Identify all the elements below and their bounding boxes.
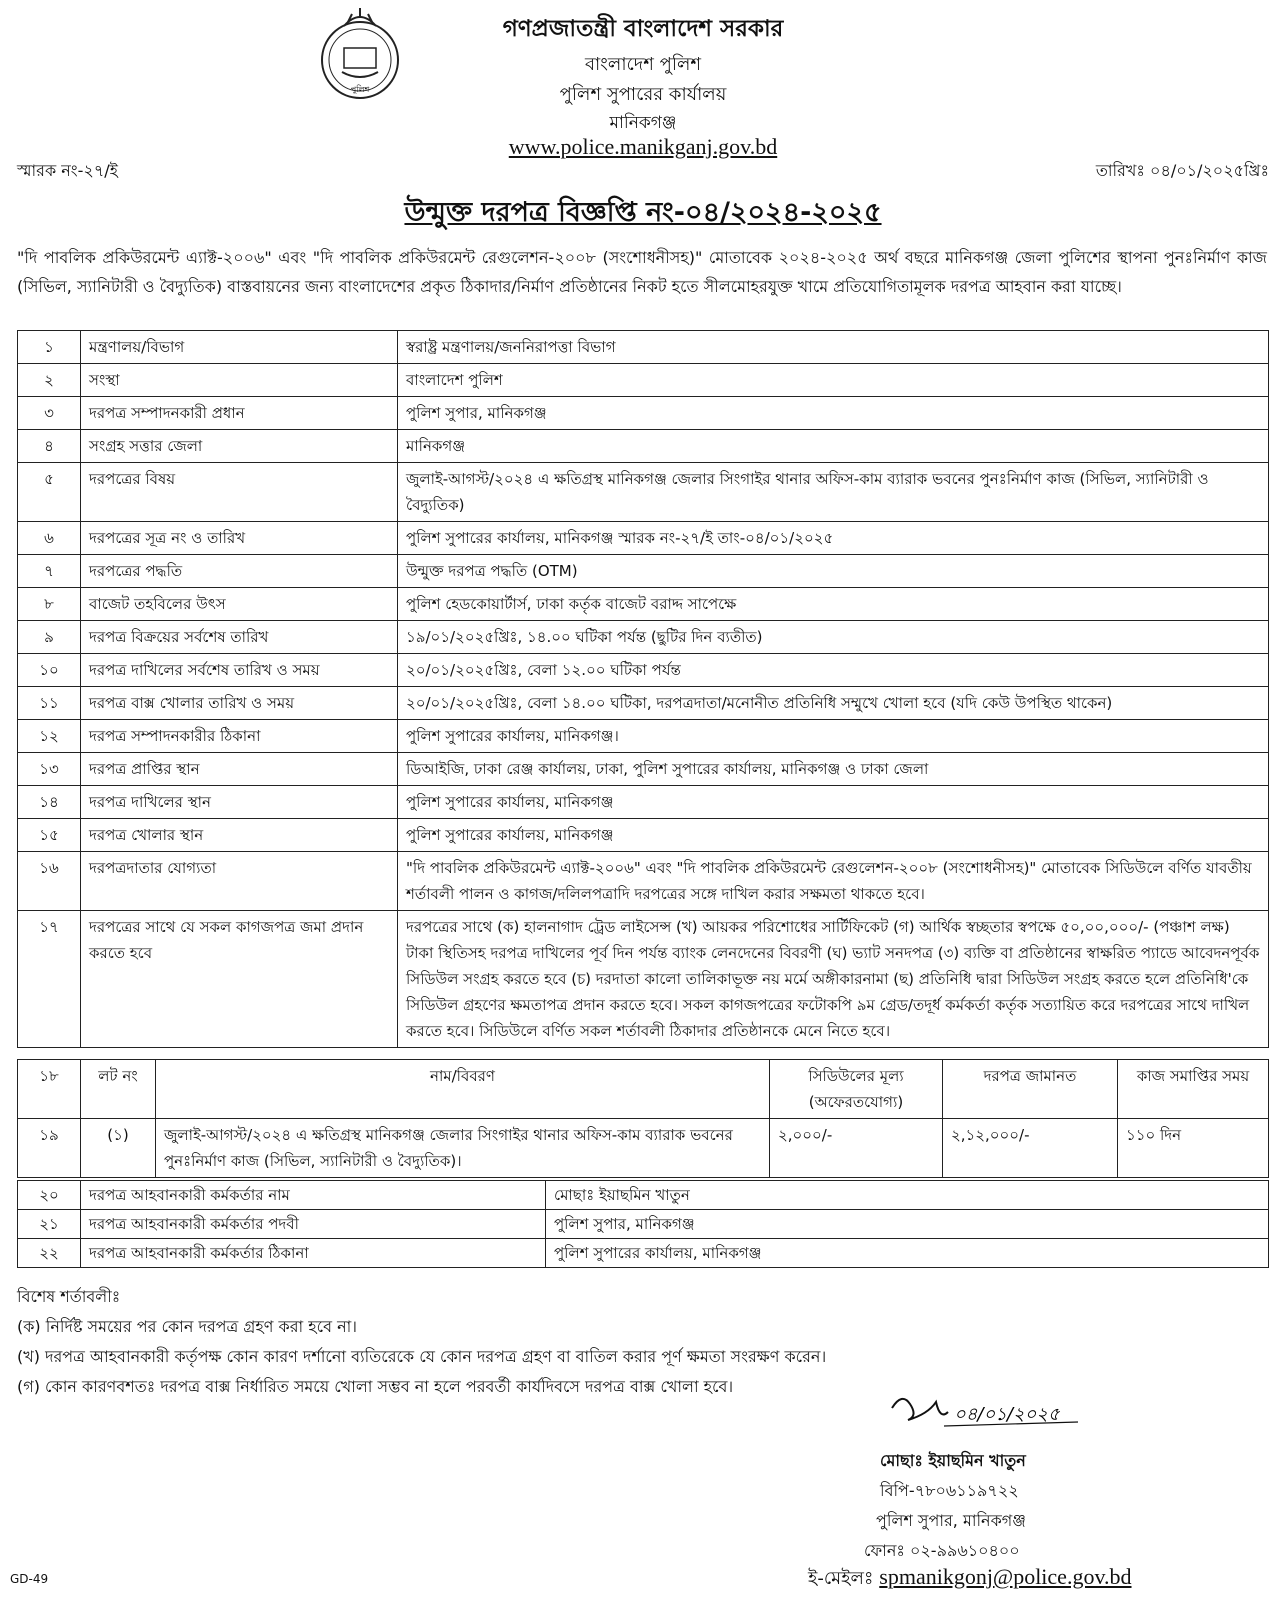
svg-text:পুলিশ: পুলিশ xyxy=(350,85,370,94)
table-row xyxy=(18,786,1269,819)
row-label: বাজেট তহবিলের উৎস xyxy=(81,588,398,621)
table-row xyxy=(18,397,1269,430)
row-label: দরপত্র বাক্স খোলার তারিখ ও সময় xyxy=(81,687,398,720)
row-value: পুলিশ সুপারের কার্যালয়, মানিকগঞ্জ। xyxy=(398,720,1269,753)
row-label: সংগ্রহ সত্তার জেলা xyxy=(81,430,398,463)
row-label: মন্ত্রণালয়/বিভাগ xyxy=(81,331,398,364)
row-value: মানিকগঞ্জ xyxy=(398,430,1269,463)
row-label: দরপত্র সম্পাদনকারী প্রধান xyxy=(81,397,398,430)
row-number: ১৩ xyxy=(18,753,81,786)
special-item: (গ) কোন কারণবশতঃ দরপত্র বাক্স নির্ধারিত সময়ে খোলা সম্ভব না হলে পরবর্তী কার্যদিবসে দরপত্র বাক্স খোলা হবে। xyxy=(17,1377,734,1396)
row-number: ২২ xyxy=(18,1239,81,1268)
table-row xyxy=(18,1210,1269,1239)
intro-paragraph: "দি পাবলিক প্রকিউরমেন্ট এ্যাক্ট-২০০৬" এবং "দি পাবলিক প্রকিউরমেন্ট রেগুলেশন-২০০৮ (সংশোধনীসহ)" মোতাবেক ২০২৪-২০২৫ অর্থ বছরে মানিকগঞ্জ জেলা পুলিশের স্থাপনা পুনঃনির্মাণ কাজ (সিভিল, স্যানিটারী ও বৈদ্যুতিক) বাস্তবায়নের জন্য বাংলাদেশের প্রকৃত ঠিকাদার/নির্মাণ প্রতিষ্ঠানের নিকট হতে সীলমোহরযুক্ত খামে প্রতিযোগিতামূলক দরপত্র আহবান করা যাচ্ছে। xyxy=(17,248,1268,296)
table-row xyxy=(18,364,1269,397)
lot-security: ২,১২,০০০/- xyxy=(943,1119,1118,1178)
row-label: দরপত্রের পদ্ধতি xyxy=(81,555,398,588)
lot-header-no: ১৮ xyxy=(18,1060,81,1119)
row-number: ১০ xyxy=(18,654,81,687)
table-row xyxy=(18,1239,1269,1268)
row-value: স্বরাষ্ট্র মন্ত্রণালয়/জননিরাপত্তা বিভাগ xyxy=(398,331,1269,364)
row-label: দরপত্র প্রাপ্তির স্থান xyxy=(81,753,398,786)
table-row xyxy=(18,819,1269,852)
row-number: ২১ xyxy=(18,1210,81,1239)
table-row xyxy=(18,852,1269,911)
notice-date: তারিখঃ ০৪/০১/২০২৫খ্রিঃ xyxy=(1095,161,1269,180)
row-value: ডিআইজি, ঢাকা রেঞ্জ কার্যালয়, ঢাকা, পুলিশ সুপারের কার্যালয়, মানিকগঞ্জ ও ঢাকা জেলা xyxy=(398,753,1269,786)
district-title: মানিকগঞ্জ xyxy=(609,113,677,133)
row-number: ২ xyxy=(18,364,81,397)
table-row xyxy=(18,1181,1269,1210)
lot-row xyxy=(18,1119,1269,1178)
table-row xyxy=(18,555,1269,588)
row-value: উন্মুক্ত দরপত্র পদ্ধতি (OTM) xyxy=(398,555,1269,588)
signer-email: ই-মেইলঃ spmanikgonj@police.gov.bd xyxy=(808,1564,1132,1589)
lot-header-row xyxy=(18,1060,1269,1119)
row-number: ১১ xyxy=(18,687,81,720)
special-conditions xyxy=(17,1282,826,1402)
office-title: পুলিশ সুপারের কার্যালয় xyxy=(559,84,727,105)
row-value: পুলিশ সুপারের কার্যালয়, মানিকগঞ্জ xyxy=(398,786,1269,819)
table-row xyxy=(18,588,1269,621)
row-number: ১৪ xyxy=(18,786,81,819)
row-value: পুলিশ হেডকোয়ার্টার্স, ঢাকা কর্তৃক বাজেট বরাদ্দ সাপেক্ষে xyxy=(398,588,1269,621)
row-number: ৭ xyxy=(18,555,81,588)
row-label: দরপত্র দাখিলের সর্বশেষ তারিখ ও সময় xyxy=(81,654,398,687)
row-label: দরপত্রের সূত্র নং ও তারিখ xyxy=(81,522,398,555)
row-value: দরপত্রের সাথে (ক) হালনাগাদ ট্রেড লাইসেন্স (খ) আয়কর পরিশোধের সার্টিফিকেট (গ) আর্থিক স্বচ্ছতার স্বপক্ষে ৫০,০০,০০০/- (পঞ্চাশ লক্ষ) টাকা স্থিতিসহ দরপত্র দাখিলের পূর্ব দিন পর্যন্ত ব্যাংক লেনদেনের বিবরণী (ঘ) ভ্যাট সনদপত্র (৩) ব্যক্তি বা প্রতিষ্ঠানের স্বাক্ষরিত প্যাডে আবেদনপূর্বক সিডিউল সংগ্রহ করতে হবে (চ) দরদাতা কালো তালিকাভূক্ত নয় মর্মে অঙ্গীকারনামা (ছ) প্রতিনিধি দ্বারা সিডিউল সংগ্রহ করতে হলে প্রতিনিধি'কে সিডিউল গ্রহণের ক্ষমতাপত্র প্রদান করতে হবে। সকল কাগজপত্রের ফটোকপি ৯ম গ্রেড/তদূর্ধ কর্মকর্তা কর্তৃক সত্যায়িত করে দরপত্রের সাথে দাখিল করতে হবে। সিডিউলে বর্ণিত সকল শর্তাবলী ঠিকাদার প্রতিষ্ঠানকে মেনে নিতে হবে। xyxy=(398,911,1269,1048)
row-number: ৩ xyxy=(18,397,81,430)
row-number: ১৬ xyxy=(18,852,81,911)
email-link[interactable]: spmanikgonj@police.gov.bd xyxy=(879,1564,1132,1589)
row-value: জুলাই-আগস্ট/২০২৪ এ ক্ষতিগ্রস্থ মানিকগঞ্জ জেলার সিংগাইর থানার অফিস-কাম ব্যারাক ভবনের পুনঃনির্মাণ কাজ (সিভিল, স্যানিটারী ও বৈদ্যুতিক) xyxy=(398,463,1269,522)
row-label: দরপত্র আহবানকারী কর্মকর্তার পদবী xyxy=(81,1210,546,1239)
row-value: মোছাঃ ইয়াছমিন খাতুন xyxy=(546,1181,1269,1210)
signer-name: মোছাঃ ইয়াছমিন খাতুন xyxy=(880,1451,1026,1470)
signer-phone: ফোনঃ ০২-৯৯৬১০৪০০ xyxy=(864,1541,1020,1560)
lot-completion-time: ১১০ দিন xyxy=(1118,1119,1269,1178)
row-label: দরপত্র সম্পাদনকারীর ঠিকানা xyxy=(81,720,398,753)
footer-code: GD-49 xyxy=(10,1572,49,1586)
row-label: দরপত্র খোলার স্থান xyxy=(81,819,398,852)
officer-table xyxy=(17,1180,1269,1268)
table-row xyxy=(18,331,1269,364)
website-text: www.police.manikganj.gov.bd xyxy=(508,134,778,159)
lot-table xyxy=(17,1059,1269,1178)
lot-header-lot: লট নং xyxy=(81,1060,156,1119)
row-value: "দি পাবলিক প্রকিউরমেন্ট এ্যাক্ট-২০০৬" এবং "দি পাবলিক প্রকিউরমেন্ট রেগুলেশন-২০০৮ (সংশোধনীসহ)" মোতাবেক সিডিউলে বর্ণিত যাবতীয় শর্তাবলী পালন ও কাগজ/দলিলপত্রাদি দরপত্রের সঙ্গে দাখিল করার সক্ষমতা থাকতে হবে। xyxy=(398,852,1269,911)
row-label: দরপত্র আহবানকারী কর্মকর্তার ঠিকানা xyxy=(81,1239,546,1268)
signature-mark xyxy=(888,1390,1118,1440)
table-row xyxy=(18,720,1269,753)
row-number: ১ xyxy=(18,331,81,364)
special-item: (ক) নির্দিষ্ট সময়ের পর কোন দরপত্র গ্রহণ করা হবে না। xyxy=(17,1317,357,1336)
table-row xyxy=(18,911,1269,1048)
row-number: ১৭ xyxy=(18,911,81,1048)
lot-row-no: ১৯ xyxy=(18,1119,81,1178)
lot-description: জুলাই-আগস্ট/২০২৪ এ ক্ষতিগ্রস্থ মানিকগঞ্জ জেলার সিংগাইর থানার অফিস-কাম ব্যারাক ভবনের পুনঃনির্মাণ কাজ (সিভিল, স্যানিটারী ও বৈদ্যুতিক)। xyxy=(156,1119,770,1178)
row-label: দরপত্রের বিষয় xyxy=(81,463,398,522)
row-value: পুলিশ সুপারের কার্যালয়, মানিকগঞ্জ xyxy=(398,819,1269,852)
row-value: বাংলাদেশ পুলিশ xyxy=(398,364,1269,397)
row-number: ১৫ xyxy=(18,819,81,852)
row-value: পুলিশ সুপারের কার্যালয়, মানিকগঞ্জ স্মারক নং-২৭/ই তাং-০৪/০১/২০২৫ xyxy=(398,522,1269,555)
memo-number: স্মারক নং-২৭/ই xyxy=(17,161,118,180)
police-title: বাংলাদেশ পুলিশ xyxy=(584,54,702,75)
svg-text:০৪/০১/২০২৫: ০৪/০১/২০২৫ xyxy=(954,1404,1060,1425)
row-value: পুলিশ সুপার, মানিকগঞ্জ xyxy=(398,397,1269,430)
table-row xyxy=(18,430,1269,463)
table-row xyxy=(18,687,1269,720)
lot-schedule-price: ২,০০০/- xyxy=(770,1119,943,1178)
tender-details-table xyxy=(17,330,1269,1048)
govt-title: গণপ্রজাতন্ত্রী বাংলাদেশ সরকার xyxy=(502,16,784,42)
signer-designation: পুলিশ সুপার, মানিকগঞ্জ xyxy=(876,1511,1026,1530)
row-label: দরপত্র দাখিলের স্থান xyxy=(81,786,398,819)
special-item: (খ) দরপত্র আহবানকারী কর্তৃপক্ষ কোন কারণ দর্শানো ব্যতিরেকে যে কোন দরপত্র গ্রহণ বা বাতিল করার পূর্ণ ক্ষমতা সংরক্ষণ করেন। xyxy=(17,1347,827,1366)
table-row xyxy=(18,654,1269,687)
special-heading: বিশেষ শর্তাবলীঃ xyxy=(17,1287,121,1306)
row-value: ১৯/০১/২০২৫খ্রিঃ, ১৪.০০ ঘটিকা পর্যন্ত (ছুটির দিন ব্যতীত) xyxy=(398,621,1269,654)
row-number: ৮ xyxy=(18,588,81,621)
row-number: ১২ xyxy=(18,720,81,753)
row-number: ৫ xyxy=(18,463,81,522)
row-label: দরপত্রদাতার যোগ্যতা xyxy=(81,852,398,911)
row-number: ২০ xyxy=(18,1181,81,1210)
row-value: ২০/০১/২০২৫খ্রিঃ, বেলা ১২.০০ ঘটিকা পর্যন্ত xyxy=(398,654,1269,687)
lot-header-time: কাজ সমাপ্তির সময় xyxy=(1118,1060,1269,1119)
table-row xyxy=(18,522,1269,555)
row-label: দরপত্রের সাথে যে সকল কাগজপত্র জমা প্রদান করতে হবে xyxy=(81,911,398,1048)
row-number: ৯ xyxy=(18,621,81,654)
page-title: উন্মুক্ত দরপত্র বিজ্ঞপ্তি নং-০৪/২০২৪-২০২৫ xyxy=(404,197,882,228)
row-label: দরপত্র আহবানকারী কর্মকর্তার নাম xyxy=(81,1181,546,1210)
lot-header-desc: নাম/বিবরণ xyxy=(156,1060,770,1119)
table-row xyxy=(18,463,1269,522)
row-number: ৪ xyxy=(18,430,81,463)
row-value: পুলিশ সুপার, মানিকগঞ্জ xyxy=(546,1210,1269,1239)
lot-header-price: সিডিউলের মূল্য (অফেরতযোগ্য) xyxy=(770,1060,943,1119)
row-label: সংস্থা xyxy=(81,364,398,397)
table-row xyxy=(18,621,1269,654)
row-number: ৬ xyxy=(18,522,81,555)
row-value: ২০/০১/২০২৫খ্রিঃ, বেলা ১৪.০০ ঘটিকা, দরপত্রদাতা/মনোনীত প্রতিনিধি সম্মুখে খোলা হবে (যদি কেউ উপস্থিত থাকেন) xyxy=(398,687,1269,720)
table-row xyxy=(18,753,1269,786)
row-label: দরপত্র বিক্রয়ের সর্বশেষ তারিখ xyxy=(81,621,398,654)
row-value: পুলিশ সুপারের কার্যালয়, মানিকগঞ্জ xyxy=(546,1239,1269,1268)
signer-bp: বিপি-৭৮০৬১১৯৭২২ xyxy=(880,1481,1019,1500)
lot-header-security: দরপত্র জামানত xyxy=(943,1060,1118,1119)
lot-number: (১) xyxy=(81,1119,156,1178)
